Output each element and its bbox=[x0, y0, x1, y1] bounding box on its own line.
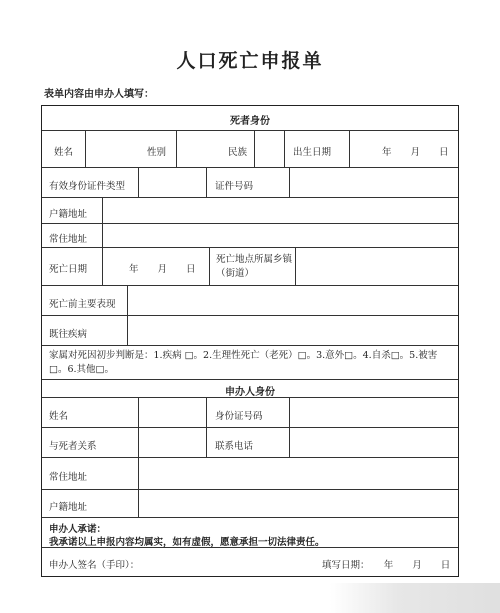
label-symptoms: 死亡前主要表现 bbox=[49, 299, 116, 310]
label-fill-date: 填写日期： 年 月 日 bbox=[322, 560, 451, 571]
label-applicant-residence: 常住地址 bbox=[49, 472, 88, 483]
label-applicant-name: 姓名 bbox=[49, 411, 69, 422]
field-residence-address[interactable] bbox=[102, 224, 460, 247]
field-applicant-household[interactable] bbox=[138, 490, 460, 517]
field-birth-date[interactable] bbox=[349, 131, 460, 167]
field-name[interactable] bbox=[85, 131, 136, 167]
field-id-type[interactable] bbox=[138, 168, 206, 197]
death-report-form bbox=[41, 105, 459, 577]
row-symptoms bbox=[42, 285, 458, 315]
label-household-address: 户籍地址 bbox=[49, 209, 88, 220]
label-id-type: 有效身份证件类型 bbox=[49, 181, 126, 192]
label-history: 既往疾病 bbox=[49, 329, 88, 340]
field-household-address[interactable] bbox=[102, 198, 460, 223]
label-name: 姓名 bbox=[54, 147, 74, 158]
field-applicant-id[interactable] bbox=[289, 398, 460, 427]
field-ethnicity[interactable] bbox=[254, 131, 284, 167]
row-household-address bbox=[42, 197, 458, 223]
label-death-date: 死亡日期 bbox=[49, 264, 88, 275]
label-phone: 联系电话 bbox=[215, 441, 254, 452]
cell-phone-label bbox=[206, 428, 289, 457]
row-applicant-relation bbox=[42, 427, 458, 457]
row-applicant-household bbox=[42, 489, 458, 517]
promise-heading: 申办人承诺： bbox=[49, 524, 107, 535]
death-date-placeholder: 年 月 日 bbox=[129, 264, 196, 275]
row-basic-info bbox=[42, 130, 458, 167]
page-title: 人口死亡申报单 bbox=[176, 50, 324, 72]
row-cause-judgment bbox=[42, 345, 458, 379]
field-relation[interactable] bbox=[138, 428, 206, 457]
label-relation: 与死者关系 bbox=[49, 441, 97, 452]
cell-birth-date-label bbox=[284, 131, 349, 167]
row-applicant-name bbox=[42, 397, 458, 427]
section-title-applicant: 申办人身份 bbox=[225, 387, 275, 398]
row-history bbox=[42, 315, 458, 345]
label-applicant-household: 户籍地址 bbox=[49, 502, 88, 513]
label-ethnicity: 民族 bbox=[228, 147, 248, 158]
label-birth-date: 出生日期 bbox=[293, 147, 332, 158]
field-applicant-name[interactable] bbox=[138, 398, 206, 427]
promise-text: 我承诺以上申报内容均属实，如有虚假，愿意承担一切法律责任。 bbox=[49, 537, 325, 548]
field-death-date[interactable] bbox=[102, 248, 209, 285]
watermark-overlay bbox=[330, 583, 500, 613]
field-applicant-residence[interactable] bbox=[138, 458, 460, 489]
section-title-deceased: 死者身份 bbox=[230, 116, 270, 127]
section-header-applicant bbox=[42, 379, 458, 397]
label-gender: 性别 bbox=[147, 147, 167, 158]
cell-applicant-id-label bbox=[206, 398, 289, 427]
form-instruction: 表单内容由申办人填写： bbox=[44, 89, 154, 100]
row-signature bbox=[42, 547, 458, 576]
label-residence-address: 常住地址 bbox=[49, 234, 88, 245]
field-symptoms[interactable] bbox=[127, 286, 460, 315]
row-death-info bbox=[42, 247, 458, 285]
cause-judgment-options[interactable]: 家属对死因初步判断是：1.疾病 □。2.生理性死亡（老死）□。3.意外□。4.自杀□。5.被害□。6.其他□。 bbox=[49, 350, 438, 375]
section-header-deceased bbox=[42, 106, 458, 130]
row-residence-address bbox=[42, 223, 458, 247]
row-id bbox=[42, 167, 458, 197]
cell-id-number-label bbox=[206, 168, 289, 197]
row-promise bbox=[42, 517, 458, 547]
label-signature: 申办人签名（手印）： bbox=[49, 560, 140, 571]
field-history[interactable] bbox=[127, 316, 460, 345]
label-death-place: 死亡地点所属乡镇（街道） bbox=[216, 254, 293, 279]
field-death-place[interactable] bbox=[295, 248, 460, 285]
field-phone[interactable] bbox=[289, 428, 460, 457]
label-id-number: 证件号码 bbox=[215, 181, 254, 192]
cell-death-place-label bbox=[209, 248, 295, 285]
field-gender[interactable] bbox=[176, 131, 220, 167]
field-id-number[interactable] bbox=[289, 168, 460, 197]
row-applicant-residence bbox=[42, 457, 458, 489]
label-applicant-id: 身份证号码 bbox=[215, 411, 263, 422]
birth-date-placeholder: 年 月 日 bbox=[382, 147, 449, 158]
